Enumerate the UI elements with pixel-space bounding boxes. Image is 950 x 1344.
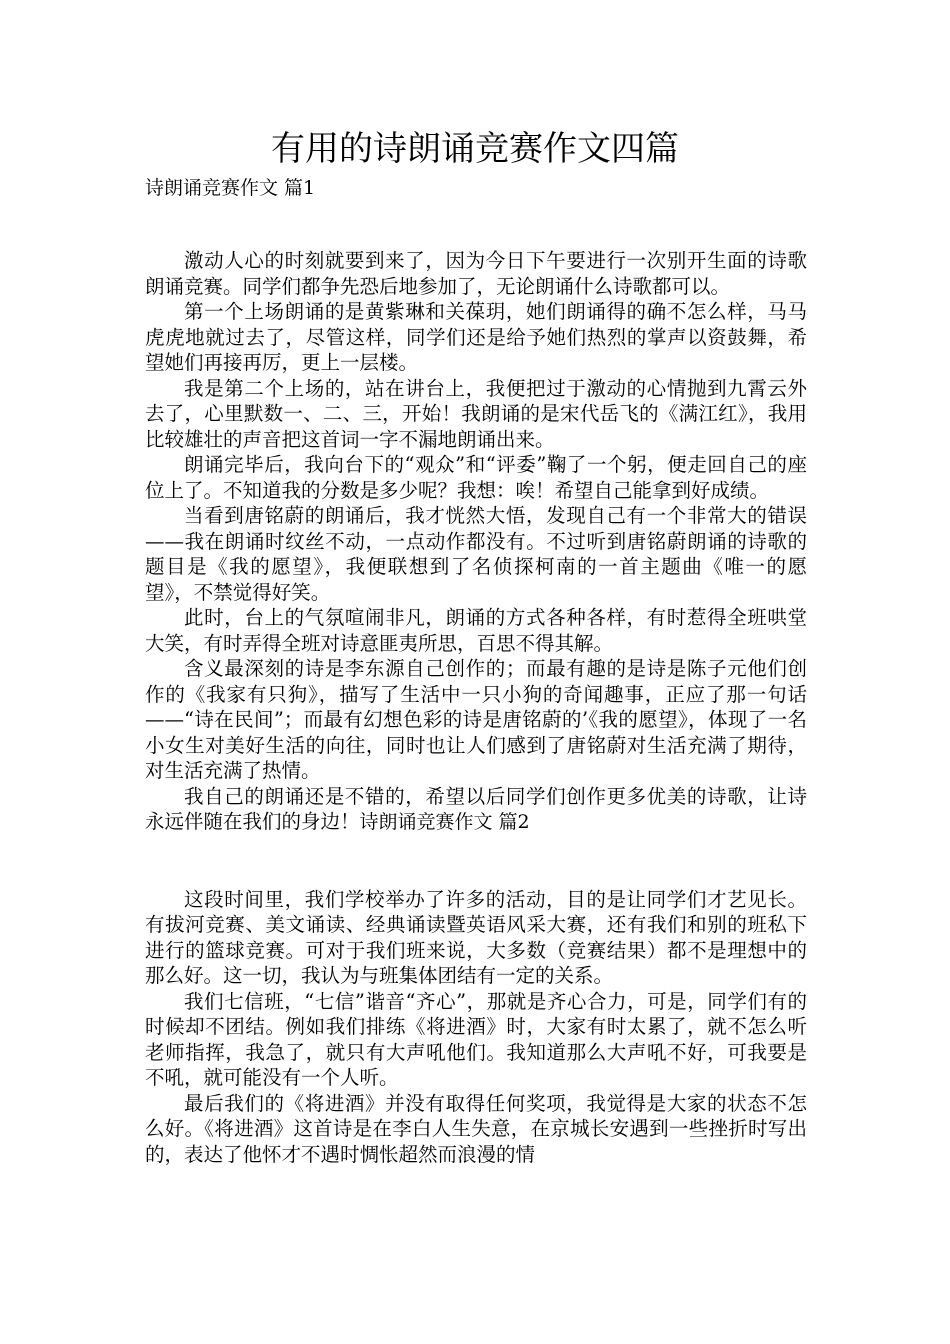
paragraph: 当看到唐铭蔚的朗诵后，我才恍然大悟，发现自己有一个非常大的错误——我在朗诵时纹丝不动，一点动作都没有。不过听到唐铭蔚朗诵的诗歌的题目是《我的愿望》，我便联想到了名侦探柯南的一首主题曲《唯一的愿望》，不禁觉得好笑。 — [145, 504, 807, 604]
section-gap — [145, 836, 807, 887]
paragraph: 此时，台上的气氛喧闹非凡，朗诵的方式各种各样，有时惹得全班哄堂大笑，有时弄得全班对诗意匪夷所思，百思不得其解。 — [145, 606, 807, 655]
paragraph: 朗诵完毕后，我向台下的“观众”和“评委”鞠了一个躬，便走回自己的座位上了。不知道我的分数是多少呢？我想：唉！希望自己能拿到好成绩。 — [145, 453, 807, 502]
paragraph: 这段时间里，我们学校举办了许多的活动，目的是让同学们才艺见长。有拔河竞赛、美文诵读、经典诵读暨英语风采大赛，还有我们和别的班私下进行的篮球竞赛。可对于我们班来说，大多数（竞赛结果）都不是理想中的那么好。这一切，我认为与班集体团结有一定的关系。 — [145, 887, 807, 987]
section-heading-1: 诗朗诵竞赛作文 篇1 — [145, 177, 316, 199]
paragraph: 激动人心的时刻就要到来了，因为今日下午要进行一次别开生面的诗歌朗诵竞赛。同学们都争先恐后地参加了，无论朗诵什么诗歌都可以。 — [145, 249, 807, 298]
paragraph: 含义最深刻的诗是李东源自己创作的；而最有趣的是诗是陈子元他们创作的《我家有只狗》，描写了生活中一只小狗的奇闻趣事，正应了那一句话——“诗在民间”；而最有幻想色彩的诗是唐铭蔚的’《我的愿望》，体现了一名小女生对美好生活的向往，同时也让人们感到了唐铭蔚对生活充满了期待，对生活充满了热情。 — [145, 657, 807, 782]
paragraph: 我是第二个上场的，站在讲台上，我便把过于激动的心情抛到九霄云外去了，心里默数一、二、三，开始！我朗诵的是宋代岳飞的《满江红》，我用比较雄壮的声音把这首词一字不漏地朗诵出来。 — [145, 376, 807, 451]
paragraph-with-heading — [145, 784, 807, 836]
paragraph: 最后我们的《将进酒》并没有取得任何奖项，我觉得是大家的状态不怎么好。《将进酒》这首诗是在李白人生失意，在京城长安遇到一些挫折时写出的，表达了他怀才不遇时惆怅超然而浪漫的情 — [145, 1091, 807, 1166]
paragraph: 我们七信班，“七信”谐音“齐心”，那就是齐心合力，可是，同学们有的时候却不团结。例如我们排练《将进酒》时，大家有时太累了，就不怎么听老师指挥，我急了，就只有大声吼他们。我知道那么大声吼不好，可我要是不吼，就可能没有一个人听。 — [145, 989, 807, 1089]
paragraph: 第一个上场朗诵的是黄紫琳和关葆玥，她们朗诵得的确不怎么样，马马虎虎地就过去了，尽管这样，同学们还是给予她们热烈的掌声以资鼓舞，希望她们再接再厉，更上一层楼。 — [145, 300, 807, 374]
paragraph-text: 我自己的朗诵还是不错的，希望以后同学们创作更多优美的诗歌，让诗永远伴随在我们的身边！ — [145, 784, 807, 833]
section-heading-2: 诗朗诵竞赛作文 篇2 — [359, 811, 530, 833]
document-title: 有用的诗朗诵竞赛作文四篇 — [271, 129, 679, 169]
document-body — [145, 248, 807, 1167]
